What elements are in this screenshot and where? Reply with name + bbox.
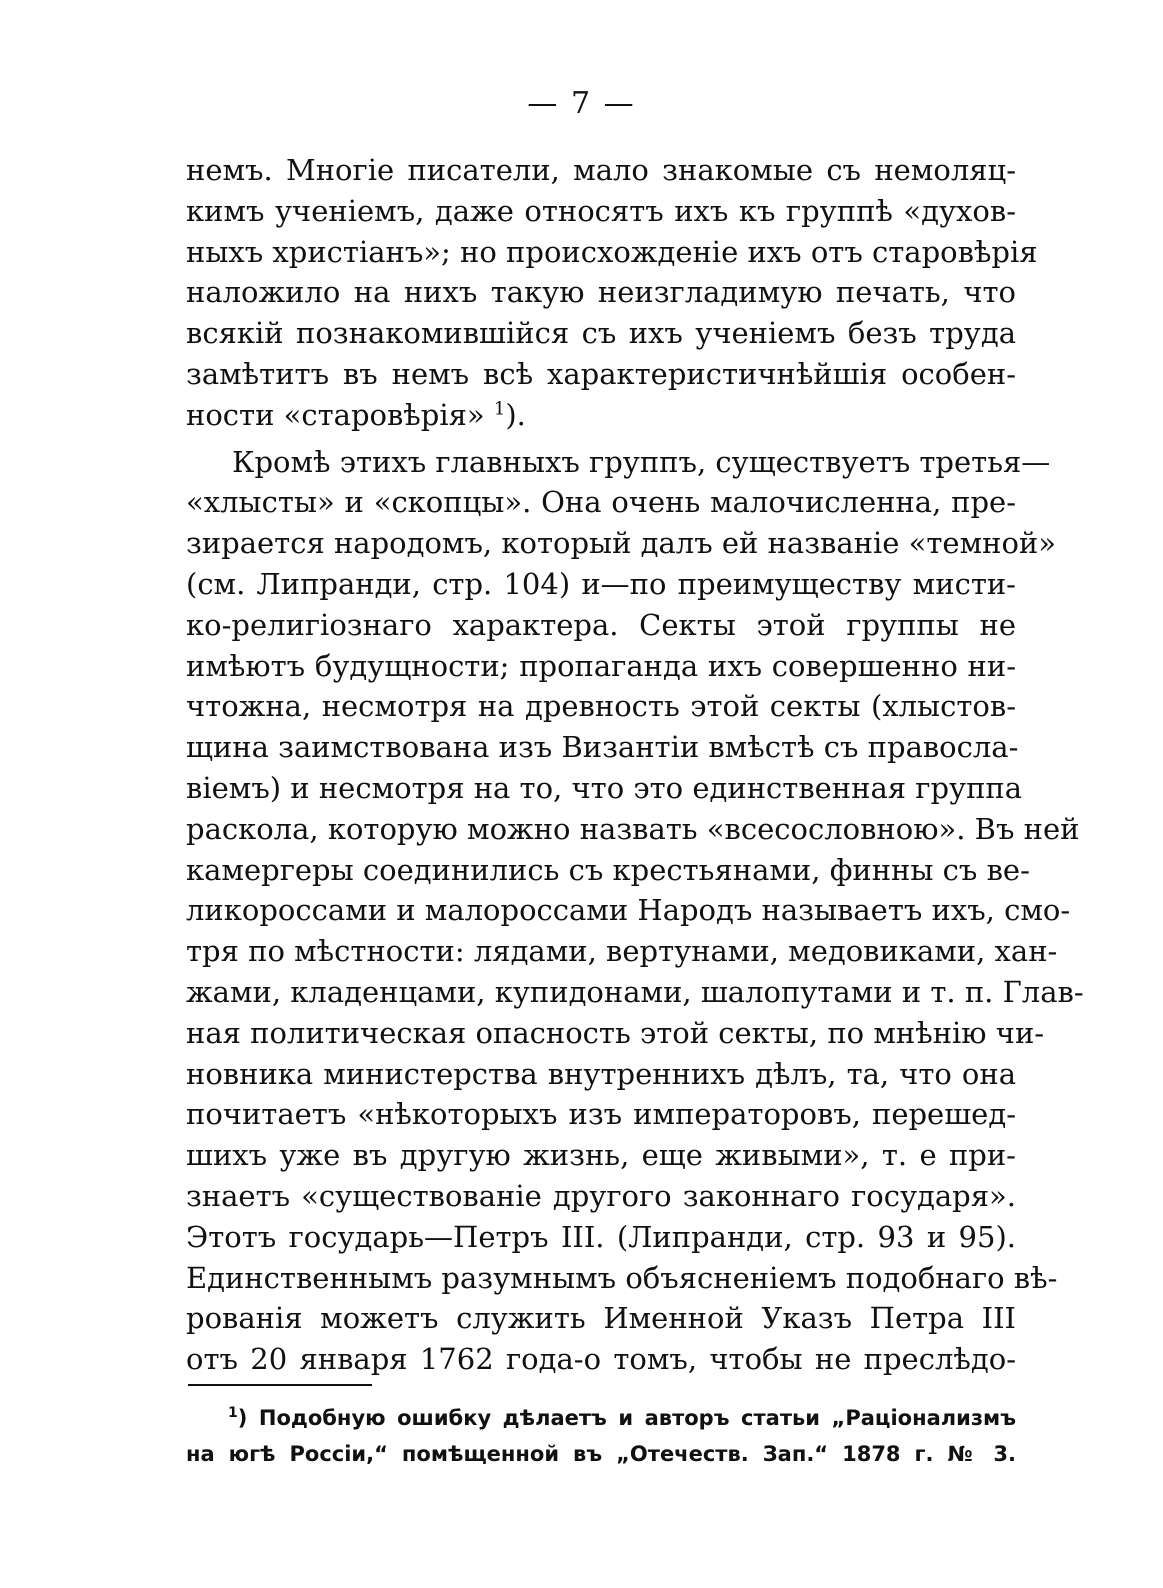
paragraph-1 <box>186 150 1038 436</box>
text-line: шихъ уже въ другую жизнь, еще живыми», т. е при- <box>186 1138 1016 1173</box>
text-line: щина заимствована изъ Византіи вмѣстѣ съ правосла- <box>186 730 1019 765</box>
text-line: всякій познакомившійся съ ихъ ученіемъ безъ труда <box>186 316 1016 351</box>
text-line: отъ 20 января 1762 года-о томъ, чтобы не преслѣдо- <box>186 1342 1016 1377</box>
text-line: зирается народомъ, который далъ ей названіе «темной» <box>186 526 1056 561</box>
text-line <box>186 395 1016 436</box>
text-line: ко-религіознаго характера. Секты этой группы не <box>186 607 1016 642</box>
text-line: ликороссами и малороссами Народъ называетъ ихъ, смо- <box>186 893 1071 928</box>
text-line: новника министерства внутреннихъ дѣлъ, та, что она <box>186 1056 1016 1091</box>
text-line: почитаетъ «нѣкоторыхъ изъ императоровъ, перешед- <box>186 1097 1016 1132</box>
text-line: Единственнымъ разумнымъ объясненіемъ подобнаго вѣ- <box>186 1260 1058 1295</box>
footnote <box>186 1400 1016 1472</box>
text-line: немъ. Многіе писатели, мало знакомые съ немоляц- <box>186 153 1016 187</box>
text-line: имѣютъ будущности; пропаганда ихъ совершенно ни- <box>186 648 1016 683</box>
footnote-line <box>186 1400 1016 1436</box>
text-line: (см. Липранди, стр. 104) и—по преимуществу мисти- <box>186 566 1016 601</box>
text-line: тря по мѣстности: лядами, вертунами, медовиками, хан- <box>186 934 1058 969</box>
text-line: віемъ) и несмотря на то, что это единственная группа <box>186 770 1023 805</box>
text-line: камергеры соединились съ крестьянами, финны съ ве- <box>186 852 1030 887</box>
text-line: замѣтитъ въ немъ всѣ характеристичнѣйшія особен- <box>186 356 1016 391</box>
text-line: чтожна, несмотря на древность этой секты (хлыстов- <box>186 689 1016 724</box>
footnote-ref: 1 <box>493 398 506 420</box>
text-line: «хлысты» и «скопцы». Она очень малочисленна, пре- <box>186 485 1016 520</box>
text-line: кимъ ученіемъ, даже относятъ ихъ къ группѣ «духов- <box>186 193 1016 228</box>
text-line: рованія можетъ служить Именной Указъ Петра III <box>186 1301 1016 1336</box>
footnote-line: на югѣ Россіи,“ помѣщенной въ „Отечеств. Зап.“ 1878 г. № 3. <box>186 1442 1016 1466</box>
text-fragment: ). <box>505 397 526 432</box>
footnote-marker: 1 <box>228 1405 238 1421</box>
text-line: раскола, которую можно назвать «всесословною». Въ ней <box>186 811 1080 846</box>
text-line: жами, кладенцами, купидонами, шалопутами и т. п. Глав- <box>186 974 1084 1009</box>
text-line: ныхъ христіанъ»; но происхожденіе ихъ отъ старовѣрія <box>186 234 1038 269</box>
text-line: ная политическая опасность этой секты, по мнѣнію чи- <box>186 1015 1045 1050</box>
text-line: наложило на нихъ такую неизгладимую печать, что <box>186 275 1016 310</box>
text-fragment: ности «старовѣрія» <box>186 397 485 432</box>
text-line: знаетъ «существованіе другого законнаго государя». <box>186 1178 1016 1213</box>
paragraph-2 <box>186 442 1084 1380</box>
footnote-divider <box>188 1384 372 1386</box>
page-number: — 7 — <box>527 86 636 121</box>
text-line: Этотъ государь—Петръ III. (Липранди, стр. 93 и 95). <box>186 1219 1016 1254</box>
footnote-text: ) Подобную ошибку дѣлаетъ и авторъ статьи „Раціонализмъ <box>237 1406 1016 1430</box>
main-text <box>186 150 1084 1380</box>
text-line: Кромѣ этихъ главныхъ группъ, существуетъ третья— <box>232 444 1051 479</box>
